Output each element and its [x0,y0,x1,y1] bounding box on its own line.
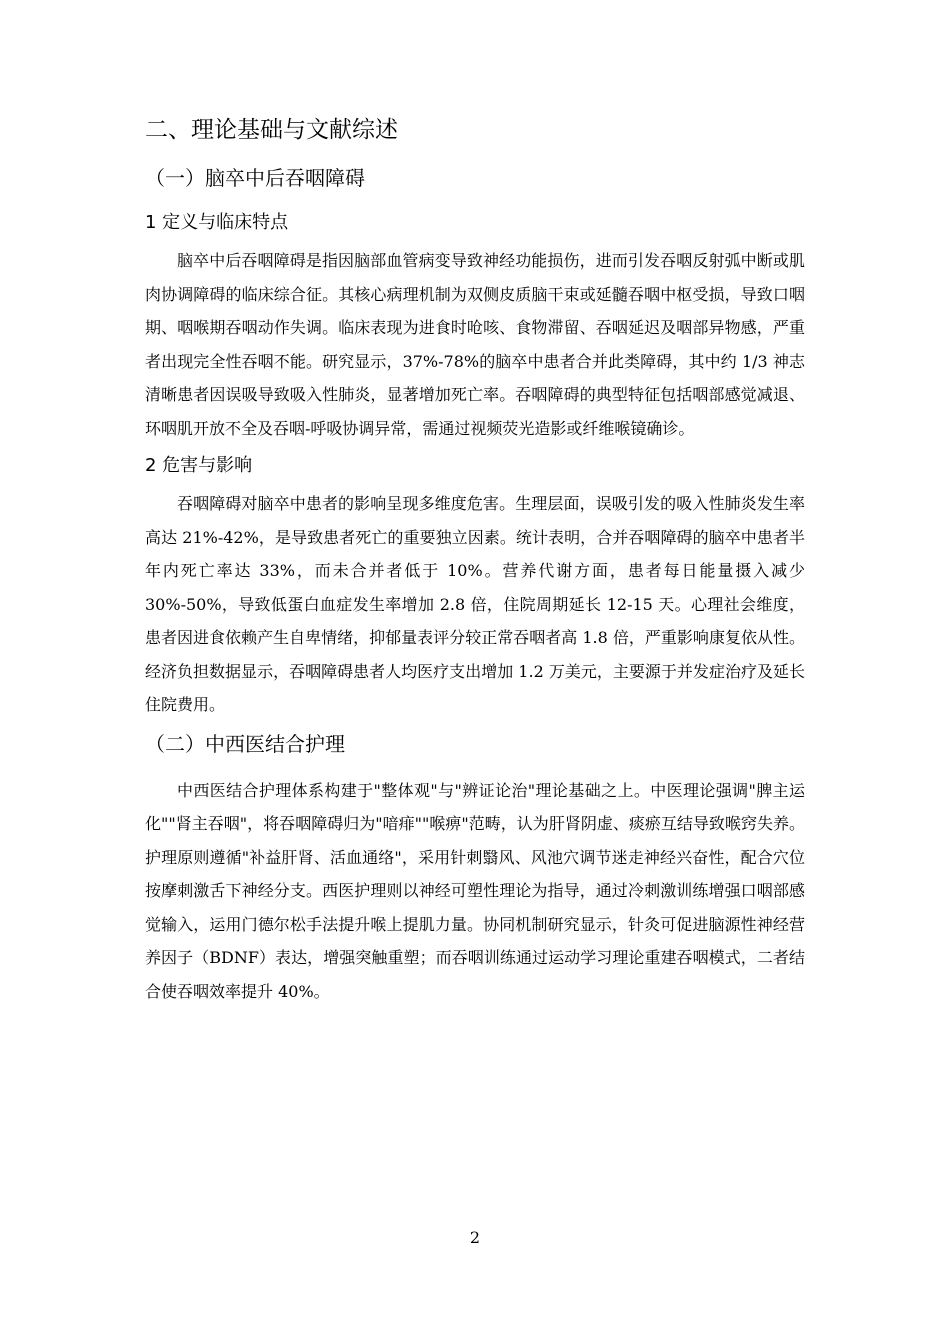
paragraph-harm: 吞咽障碍对脑卒中患者的影响呈现多维度危害。生理层面，误吸引发的吸入性肺炎发生率高达 21%-42%，是导致患者死亡的重要独立因素。统计表明，合并吞咽障碍的脑卒中患者半年内死亡率达 33%，而未合并者低于 10%。营养代谢方面，患者每日能量摄入减少 30%-50%，导致低蛋白血症发生率增加 2.8 倍，住院周期延长 12-15 天。心理社会维度，患者因进食依赖产生自卑情绪，抑郁量表评分较正常吞咽者高 1.8 倍，严重影响康复依从性。经济负担数据显示，吞咽障碍患者人均医疗支出增加 1.2 万美元，主要源于并发症治疗及延长住院费用。 [145,494,805,714]
subsection-heading-dysphagia: （一）脑卒中后吞咽障碍 [145,166,365,190]
paragraph-definition: 脑卒中后吞咽障碍是指因脑部血管病变导致神经功能损伤，进而引发吞咽反射弧中断或肌肉协调障碍的临床综合征。其核心病理机制为双侧皮质脑干束或延髓吞咽中枢受损，导致口咽期、咽喉期吞咽动作失调。临床表现为进食时呛咳、食物滞留、吞咽延迟及咽部异物感，严重者出现完全性吞咽不能。研究显示，37%-78%的脑卒中患者合并此类障碍，其中约 1/3 神志清晰患者因误吸导致吸入性肺炎，显著增加死亡率。吞咽障碍的典型特征包括咽部感觉减退、环咽肌开放不全及吞咽-呼吸协调异常，需通过视频荧光造影或纤维喉镜确诊。 [145,251,805,438]
part-heading-definition: 1 定义与临床特点 [145,212,289,233]
subsection-heading-integrated-nursing: （二）中西医结合护理 [145,731,345,756]
paragraph-integrated-nursing: 中西医结合护理体系构建于"整体观"与"辨证论治"理论基础之上。中医理论强调"脾主运化""肾主吞咽"，将吞咽障碍归为"喑痱""喉痹"范畴，认为肝肾阴虚、痰瘀互结导致喉窍失养。护理原则遵循"补益肝肾、活血通络"，采用针刺翳风、风池穴调节迷走神经兴奋性，配合穴位按摩刺激舌下神经分支。西医护理则以神经可塑性理论为指导，通过冷刺激训练增强口咽部感觉输入，运用门德尔松手法提升喉上提肌力量。协同机制研究显示，针灸可促进脑源性神经营养因子（BDNF）表达，增强突触重塑；而吞咽训练通过运动学习理论重建吞咽模式，二者结合使吞咽效率提升 40%。 [145,780,805,1001]
part-heading-harm: 2 危害与影响 [145,455,253,476]
section-heading: 二、理论基础与文献综述 [145,117,398,143]
page-number: 2 [469,1228,481,1247]
document-body [145,112,805,1014]
